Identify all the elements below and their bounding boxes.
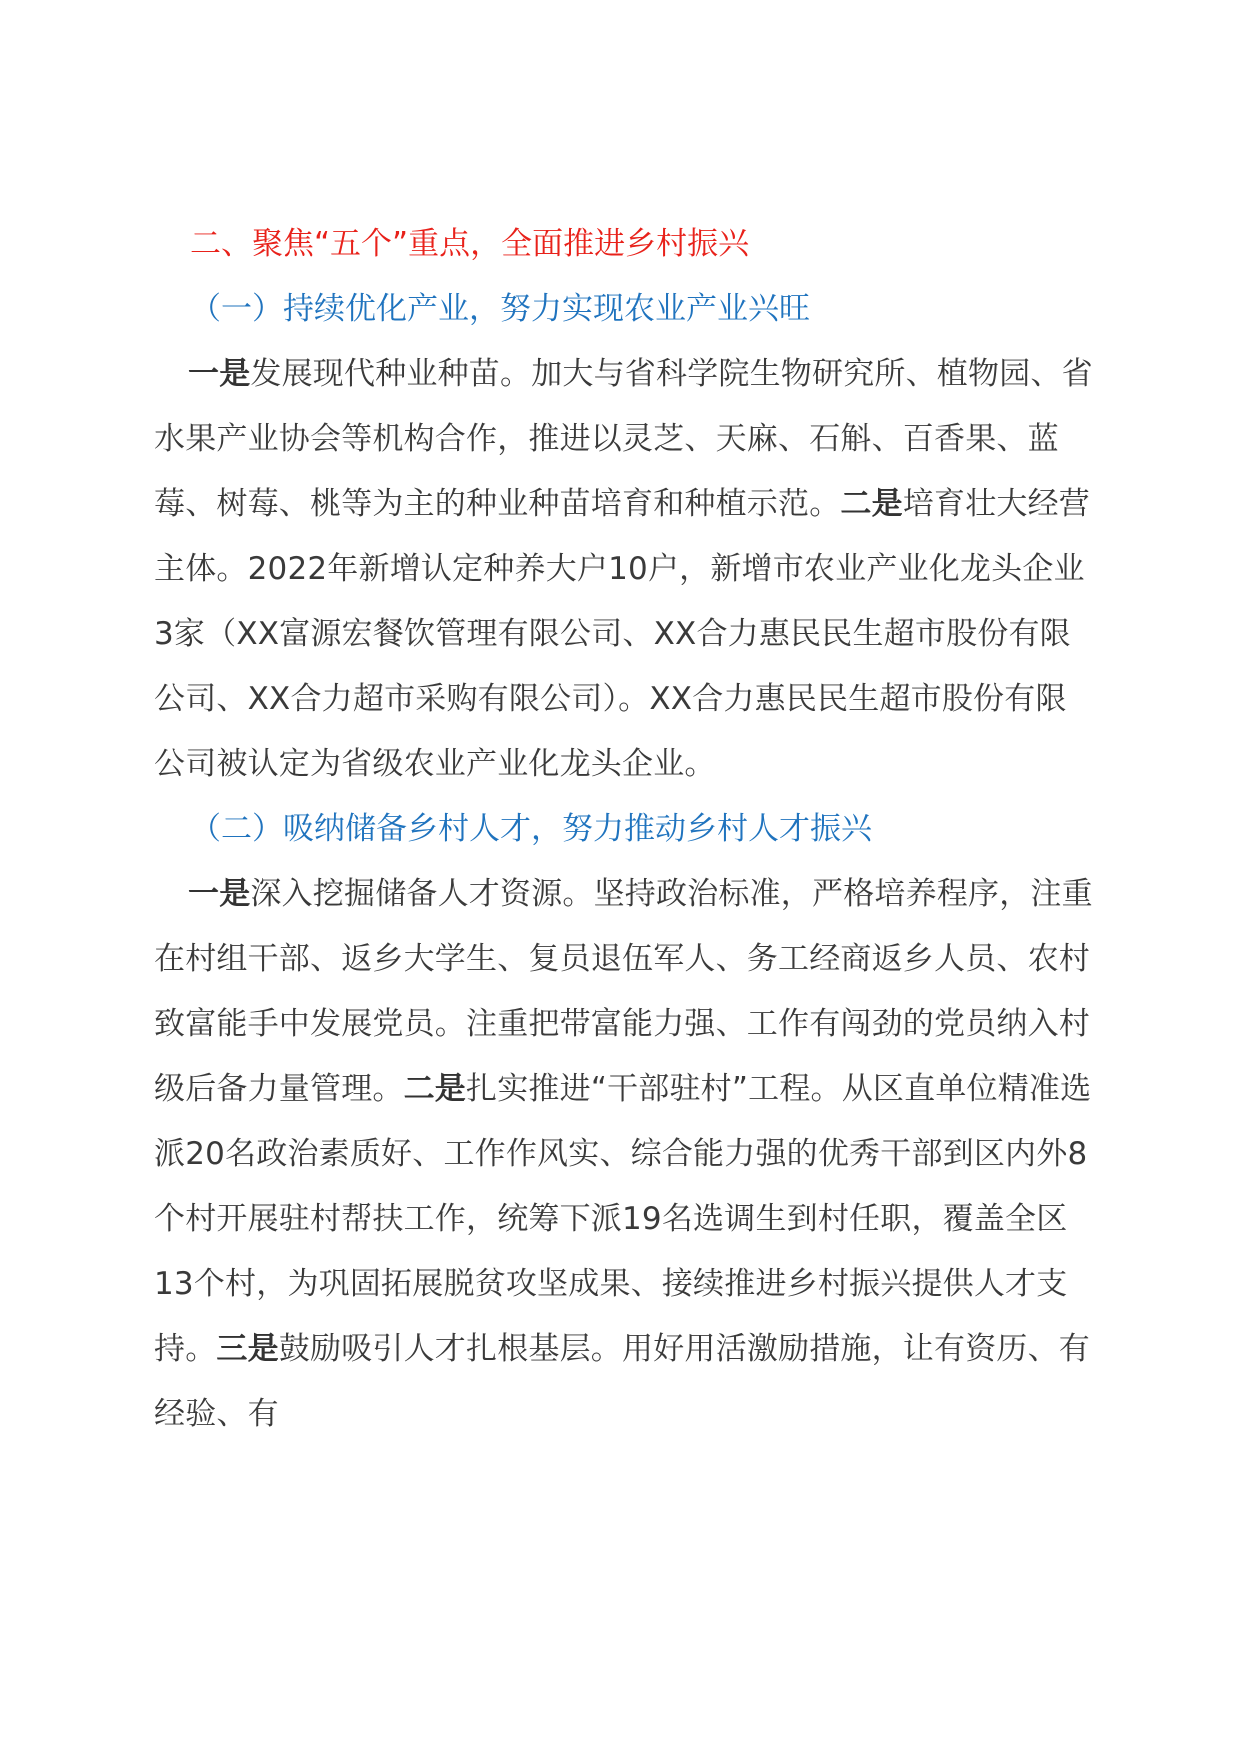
lead-marker: 三是 (216, 1331, 279, 1367)
paragraph-text: 扎实推进“干部驻村”工程。从区直单位精准选派20名政治素质好、工作作风实、综合能力强的优秀干部到区内外8个村开展驻村帮扶工作，统筹下派19名选调生到村任职，覆盖全区13个村，为巩固拓展脱贫攻坚成果、接续推进乡村振兴提供人才支持。 (154, 1071, 1092, 1367)
subsection-heading-1: （一）持续优化产业，努力实现农业产业兴旺 (190, 291, 810, 327)
paragraph-text: 深入挖掘储备人才资源。坚持政治标准，严格培养程序，注重在村组干部、返乡大学生、复员退伍军人、务工经商返乡人员、农村致富能手中发展党员。注重把带富能力强、工作有闯劲的党员纳入村级后备力量管理。 (154, 876, 1093, 1107)
paragraph-text: 培育壮大经营主体。2022年新增认定种养大户10户，新增市农业产业化龙头企业3家（XX富源宏餐饮管理有限公司、XX合力惠民民生超市股份有限公司、XX合力超市采购有限公司）。XX合力惠民民生超市股份有限公司被认定为省级农业产业化龙头企业。 (154, 486, 1091, 782)
subsection-heading-2: （二）吸纳储备乡村人才，努力推动乡村人才振兴 (190, 811, 872, 847)
lead-marker: 二是 (403, 1071, 467, 1107)
lead-marker: 一是 (188, 876, 251, 912)
paragraph-text: 鼓励吸引人才扎根基层。用好用活激励措施，让有资历、有经验、有 (154, 1331, 1091, 1432)
lead-marker: 一是 (188, 356, 251, 392)
paragraph-text: 发展现代种业种苗。加大与省科学院生物研究所、植物园、省水果产业协会等机构合作，推进以灵芝、天麻、石斛、百香果、蓝莓、树莓、桃等为主的种业种苗培育和种植示范。 (154, 356, 1093, 522)
paragraph-industry (154, 342, 1094, 797)
section-heading: 二、聚焦“五个”重点，全面推进乡村振兴 (190, 226, 750, 262)
paragraph-talent (154, 862, 1094, 1447)
lead-marker: 二是 (840, 486, 903, 522)
document-body (154, 212, 1094, 1447)
